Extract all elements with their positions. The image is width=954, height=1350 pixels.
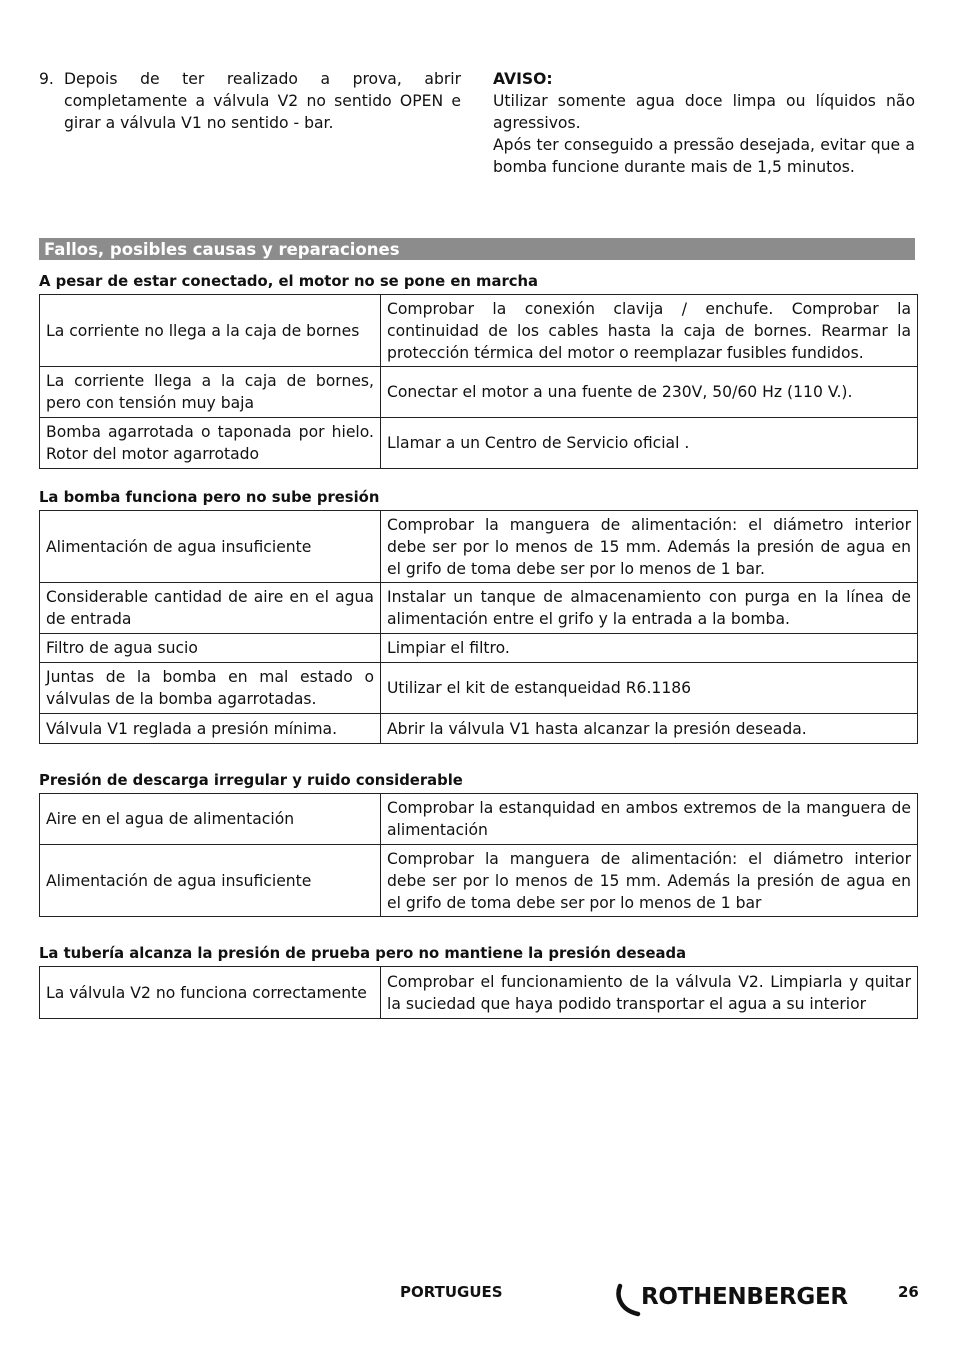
brand-logo xyxy=(614,1280,864,1320)
cause-cell: Alimentación de agua insuficiente xyxy=(40,511,381,583)
brand-name: ROTHENBERGER xyxy=(641,1284,848,1310)
trouble-table xyxy=(39,793,918,917)
trouble-table xyxy=(39,966,918,1019)
fix-cell: Utilizar el kit de estanqueidad R6.1186 xyxy=(381,663,918,714)
step-text: Depois de ter realizado a prova, abrir completamente a válvula V2 no sentido OPEN e girar a válvula V1 no sentido - bar. xyxy=(64,70,461,132)
fix-cell: Conectar el motor a una fuente de 230V, 50/60 Hz (110 V.). xyxy=(381,367,918,418)
section-title: Fallos, posibles causas y reparaciones xyxy=(39,238,915,260)
fix-cell: Abrir la válvula V1 hasta alcanzar la presión deseada. xyxy=(381,714,918,744)
trouble-group-pressure xyxy=(39,488,918,744)
trouble-table xyxy=(39,510,918,744)
trouble-group-pipe xyxy=(39,944,918,1019)
step-9 xyxy=(39,68,461,134)
fix-cell: Comprobar la estanquidad en ambos extremos de la manguera de alimentación xyxy=(381,794,918,845)
table-row xyxy=(40,367,918,418)
table-row xyxy=(40,967,918,1019)
fix-cell: Llamar a un Centro de Servicio oficial . xyxy=(381,418,918,469)
table-row xyxy=(40,295,918,367)
table-row xyxy=(40,511,918,583)
table-row xyxy=(40,794,918,845)
page-number: 26 xyxy=(898,1283,919,1301)
fix-cell: Comprobar la conexión clavija / enchufe. Comprobar la continuidad de los cables hasta la caja de bornes. Rearmar la protección térmica del motor o reemplazar fusibles fundidos. xyxy=(381,295,918,367)
trouble-table xyxy=(39,294,918,469)
cause-cell: Bomba agarrotada o taponada por hielo. Rotor del motor agarrotado xyxy=(40,418,381,469)
cause-cell: Considerable cantidad de aire en el agua de entrada xyxy=(40,583,381,634)
cause-cell: Alimentación de agua insuficiente xyxy=(40,845,381,917)
fix-cell: Instalar un tanque de almacenamiento con purga en la línea de alimentación entre el grifo y la entrada a la bomba. xyxy=(381,583,918,634)
table-row xyxy=(40,634,918,663)
group-heading: Presión de descarga irregular y ruido considerable xyxy=(39,772,463,789)
notice-box xyxy=(493,68,915,178)
fix-cell: Comprobar la manguera de alimentación: el diámetro interior debe ser por lo menos de 15 mm. Además la presión de agua en el grifo de toma debe ser por lo menos de 1 bar. xyxy=(381,511,918,583)
footer-language: PORTUGUES xyxy=(400,1283,503,1301)
step-number: 9. xyxy=(39,70,54,88)
table-row xyxy=(40,583,918,634)
cause-cell: La válvula V2 no funciona correctamente xyxy=(40,967,381,1019)
notice-line-1: Utilizar somente agua doce limpa ou líquidos não agressivos. xyxy=(493,92,915,132)
fix-cell: Limpiar el filtro. xyxy=(381,634,918,663)
cause-cell: Juntas de la bomba en mal estado o válvulas de la bomba agarrotadas. xyxy=(40,663,381,714)
table-row xyxy=(40,418,918,469)
group-heading: La bomba funciona pero no sube presión xyxy=(39,489,380,506)
trouble-group-noise xyxy=(39,771,918,917)
cause-cell: Filtro de agua sucio xyxy=(40,634,381,663)
cause-cell: Aire en el agua de alimentación xyxy=(40,794,381,845)
table-row xyxy=(40,663,918,714)
fix-cell: Comprobar el funcionamiento de la válvula V2. Limpiarla y quitar la suciedad que haya podido transportar el agua a su interior xyxy=(381,967,918,1019)
group-heading: A pesar de estar conectado, el motor no se pone en marcha xyxy=(39,273,539,290)
logo-swoosh-icon xyxy=(614,1282,644,1318)
fix-cell: Comprobar la manguera de alimentación: el diámetro interior debe ser por lo menos de 15 mm. Además la presión de agua en el grifo de toma debe ser por lo menos de 1 bar xyxy=(381,845,918,917)
trouble-group-motor xyxy=(39,272,918,469)
notice-title: AVISO: xyxy=(493,70,553,88)
cause-cell: Válvula V1 reglada a presión mínima. xyxy=(40,714,381,744)
table-row xyxy=(40,845,918,917)
cause-cell: La corriente llega a la caja de bornes, pero con tensión muy baja xyxy=(40,367,381,418)
notice-line-2: Após ter conseguido a pressão desejada, evitar que a bomba funcione durante mais de 1,5 minutos. xyxy=(493,136,915,176)
table-row xyxy=(40,714,918,744)
group-heading: La tubería alcanza la presión de prueba pero no mantiene la presión deseada xyxy=(39,945,687,962)
cause-cell: La corriente no llega a la caja de bornes xyxy=(40,295,381,367)
